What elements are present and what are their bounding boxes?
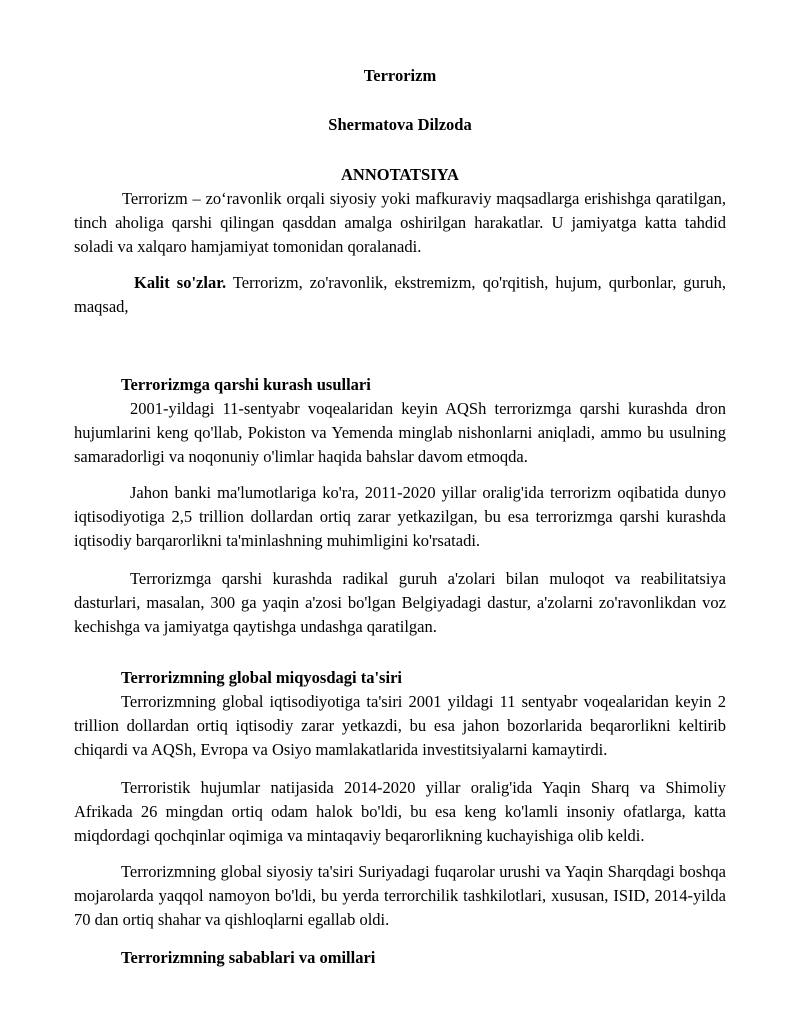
author-name: Shermatova Dilzoda bbox=[328, 115, 472, 134]
annotation-paragraph: Terrorizm – zo‘ravonlik orqali siyosiy yoki mafkuraviy maqsadlarga erishishga qaratilgan, tinch aholiga qarshi qilingan qasddan amalga oshirilgan harakatlar. U jamiyatga katta tahdid soladi va xalqaro hamjamiyat tomonidan qoralanadi. bbox=[74, 189, 726, 256]
document-title: Terrorizm bbox=[363, 66, 437, 85]
document-page bbox=[74, 64, 726, 970]
annotation-heading: ANNOTATSIYA bbox=[341, 165, 459, 184]
section-paragraph: 2001-yildagi 11-sentyabr voqealaridan keyin AQSh terrorizmga qarshi kurashda dron hujumlarini keng qo'llab, Pokiston va Yemenda minglab nishonlarni aniqladi, ammo bu usulning samaradorligi va noqonuniy o'limlar haqida bahslar davom etmoqda. bbox=[74, 399, 726, 466]
section-heading: Terrorizmga qarshi kurash usullari bbox=[121, 375, 371, 394]
section-paragraph: Terrorizmning global siyosiy ta'siri Suriyadagi fuqarolar urushi va Yaqin Sharqdagi boshqa mojarolarda yaqqol namoyon bo'ldi, bu yerda terrorchilik tashkilotlari, xususan, ISID, 2014-yilda 70 dan ortiq shahar va qishloqlarni egallab oldi. bbox=[74, 862, 726, 929]
section-heading: Terrorizmning sabablari va omillari bbox=[121, 948, 376, 967]
section-paragraph: Jahon banki ma'lumotlariga ko'ra, 2011-2020 yillar oralig'ida terrorizm oqibatida dunyo iqtisodiyotiga 2,5 trillion dollardan ortiq zarar yetkazilgan, bu esa terrorizmga qarshi kurashda iqtisodiy barqarorlikni ta'minlashning muhimligini ko'rsatadi. bbox=[74, 483, 726, 550]
keywords-paragraph bbox=[74, 271, 726, 319]
section-paragraph: Terrorizmning global iqtisodiyotiga ta'siri 2001 yildagi 11 sentyabr voqealaridan keyin 2 trillion dollardan ortiq iqtisodiy zarar yetkazdi, bu esa jahon bozorlarida beqarorlikni keltirib chiqardi va AQSh, Evropa va Osiyo mamlakatlarida investitsiyalarni kamaytirdi. bbox=[74, 692, 726, 759]
keywords-label: Kalit so'zlar. bbox=[134, 273, 227, 292]
section-paragraph: Terroristik hujumlar natijasida 2014-2020 yillar oralig'ida Yaqin Sharq va Shimoliy Afrikada 26 mingdan ortiq odam halok bo'ldi, bu esa keng ko'lamli insoniy ofatlarga, katta miqdordagi qochqinlar oqimiga va mintaqaviy beqarorlikning kuchayishiga olib keldi. bbox=[74, 778, 726, 845]
keywords-text: Terrorizm, zo'ravonlik, ekstremizm, qo'rqitish, hujum, qurbonlar, guruh, maqsad, bbox=[74, 273, 726, 316]
section-paragraph: Terrorizmga qarshi kurashda radikal guruh a'zolari bilan muloqot va reabilitatsiya dasturlari, masalan, 300 ga yaqin a'zosi bo'lgan Belgiyadagi dastur, a'zolarni zo'ravonlikdan voz kechishga va jamiyatga qaytishga undashga qaratilgan. bbox=[74, 569, 726, 636]
section-heading: Terrorizmning global miqyosdagi ta'siri bbox=[121, 668, 402, 687]
